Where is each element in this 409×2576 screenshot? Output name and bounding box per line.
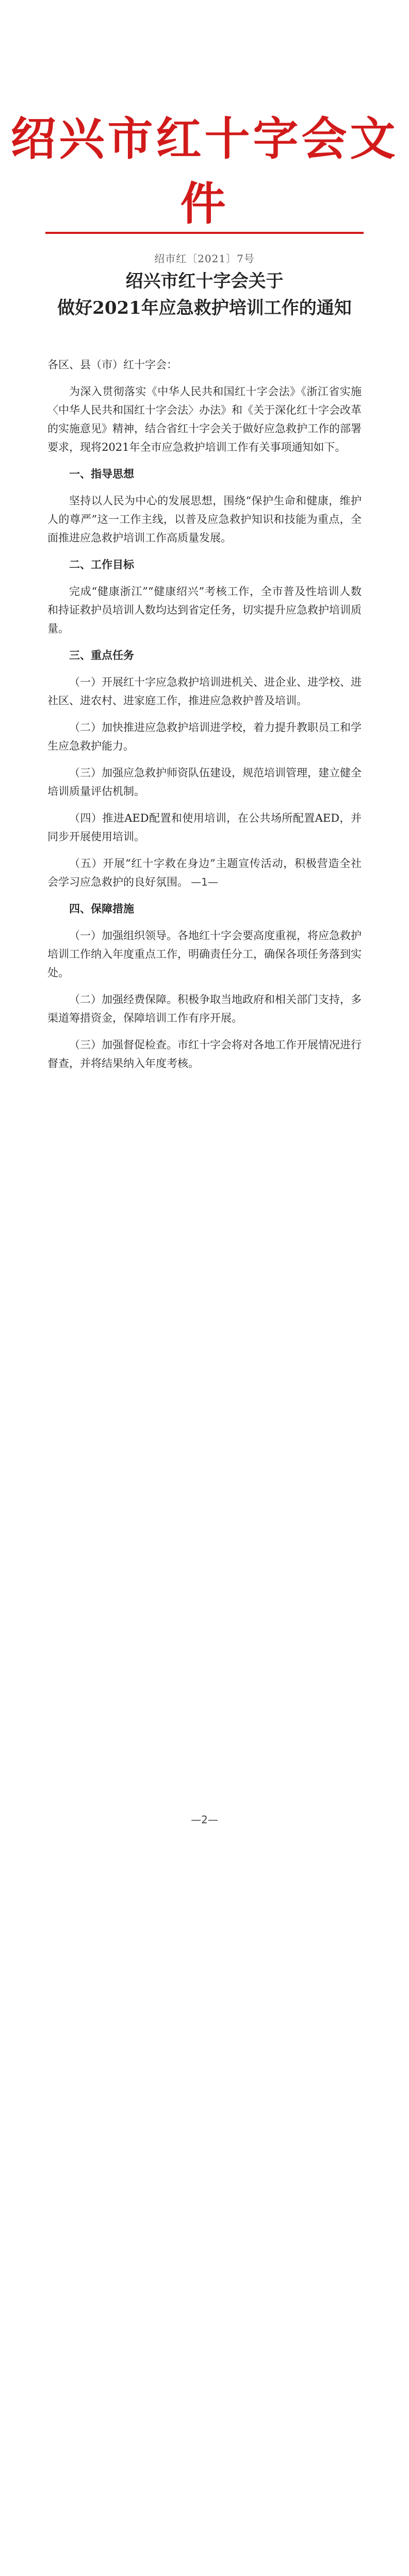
section-heading: 三、重点任务: [69, 649, 134, 662]
document-title: [0, 268, 409, 321]
section-heading: 四、保障措施: [69, 903, 134, 915]
paragraph: （四）推进AED配置和使用培训，在公共场所配置AED，并同步开展使用培训。: [47, 812, 362, 843]
page-number: —2—: [191, 1814, 218, 1826]
page-number: —1—: [191, 876, 218, 888]
paragraph: （二）加快推进应急救护培训进学校，着力提升教职员工和学生应急救护能力。: [47, 721, 362, 752]
paragraph: （三）加强督促检查。市红十字会将对各地工作开展情况进行督查，并将结果纳入年度考核。: [47, 1039, 362, 1070]
red-divider: [45, 232, 364, 234]
paragraph: （三）加强应急救护师资队伍建设，规范培训管理，建立健全培训质量评估机制。: [47, 767, 362, 798]
paragraph: （一）加强组织领导。各地红十字会要高度重视，将应急救护培训工作纳入年度重点工作，明确责任分工，确保各项任务落到实处。: [47, 929, 362, 979]
title-line-1: 绍兴市红十字会关于: [125, 271, 284, 292]
title-line-2: 做好2021年应急救护培训工作的通知: [57, 298, 352, 318]
section-heading: 一、指导思想: [69, 468, 134, 480]
paragraph: 为深入贯彻落实《中华人民共和国红十字会法》《浙江省实施〈中华人民共和国红十字会法〉办法》和《关于深化红十字会改革的实施意见》精神，结合省红十字会关于做好应急救护工作的部署要求，现将2021年全市应急救护培训工作有关事项通知如下。: [47, 385, 362, 453]
paragraph: 完成“健康浙江”“健康绍兴”考核工作，全市普及性培训人数和持证救护员培训人数均达到省定任务，切实提升应急救护培训质量。: [47, 585, 362, 635]
document-header: [0, 103, 409, 265]
org-title: 绍兴市红十字会文件: [10, 112, 399, 230]
paragraph: （一）开展红十字应急救护培训进机关、进企业、进学校、进社区、进农村、进家庭工作，推进应急救护普及培训。: [47, 676, 362, 707]
paragraph: 坚持以人民为中心的发展思想，围绕“保护生命和健康，维护人的尊严”这一工作主线，以普及应急救护知识和技能为重点，全面推进应急救护培训工作高质量发展。: [47, 495, 362, 544]
section-heading: 二、工作目标: [69, 558, 134, 571]
paragraph: （五）开展“红十字救在身边”主题宣传活动，积极营造全社会学习应急救护的良好氛围。: [47, 857, 362, 888]
letter-body: [47, 355, 362, 1081]
paragraph: （二）加强经费保障。积极争取当地政府和相关部门支持，多渠道筹措资金，保障培训工作有序开展。: [47, 993, 362, 1024]
document-number: 绍市红〔2021〕7号: [154, 252, 255, 265]
salutation: 各区、县（市）红十字会：: [47, 359, 177, 371]
